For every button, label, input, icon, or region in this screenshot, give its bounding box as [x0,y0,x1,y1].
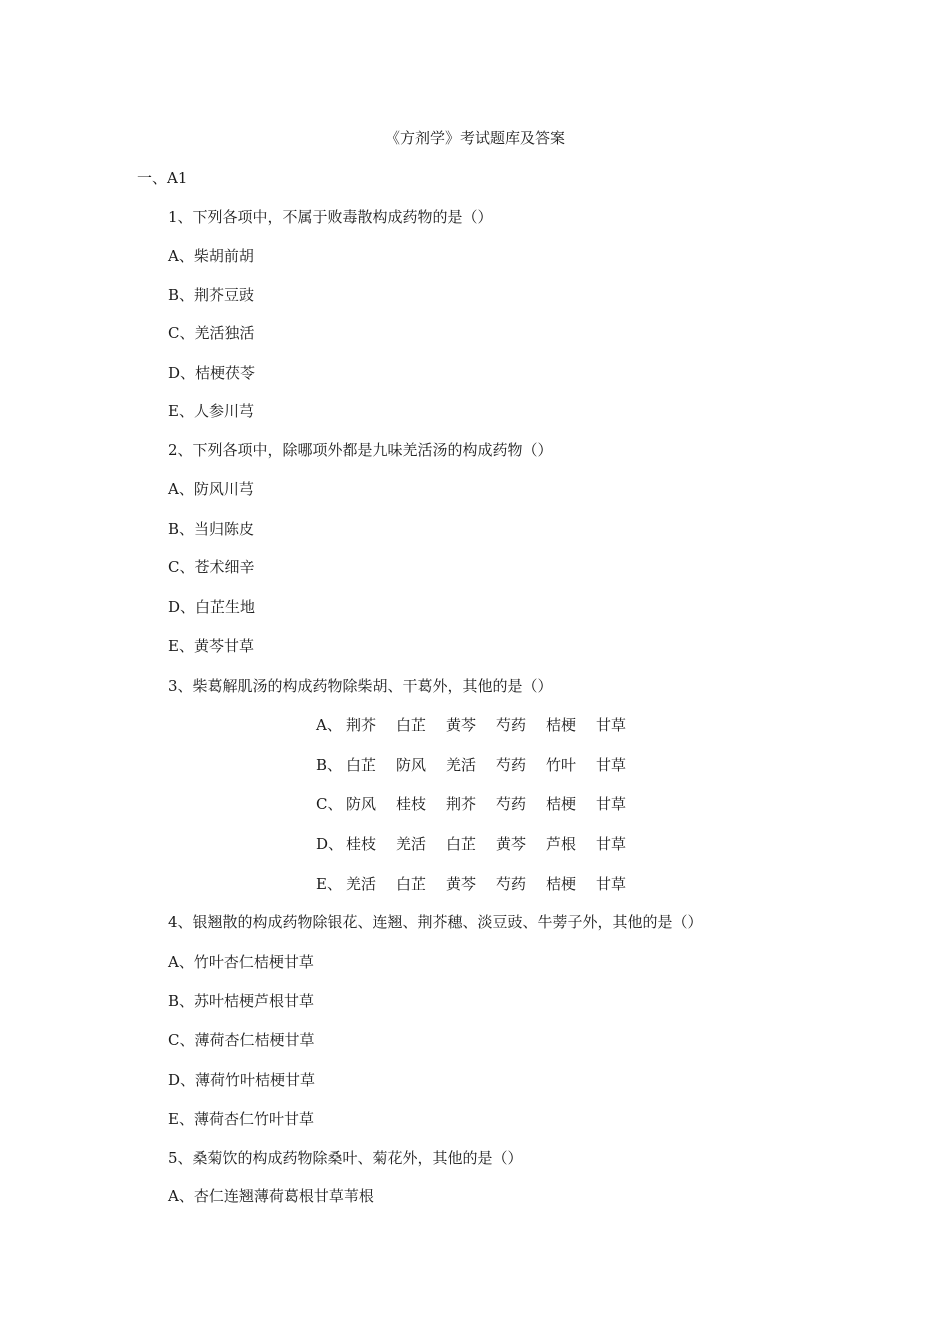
option-label: B、 [316,756,343,774]
question-5-stem: 5、桑菊饮的构成药物除桑叶、菊花外，其他的是（） [168,1149,523,1167]
herb: 白芷 [396,875,427,893]
question-3-stem: 3、柴葛解肌汤的构成药物除柴胡、干葛外，其他的是（） [168,677,553,695]
question-3-option-d [316,834,646,854]
option-label: E、 [316,875,342,893]
question-2-stem: 2、下列各项中，除哪项外都是九味羌活汤的构成药物（） [168,441,553,459]
option-label: C、 [316,795,343,813]
question-2-option-c: C、苍术细辛 [168,558,255,576]
herb: 羌活 [346,875,377,893]
herb: 甘草 [596,716,627,734]
herb: 白芷 [446,835,477,853]
question-1-option-a: A、柴胡前胡 [168,247,254,265]
herb: 黄芩 [496,835,527,853]
herb: 黄芩 [446,875,477,893]
question-4-option-d: D、薄荷竹叶桔梗甘草 [168,1071,316,1089]
question-1-option-c: C、羌活独活 [168,324,255,342]
question-3-option-a [316,715,646,735]
document-title: 《方剂学》考试题库及答案 [384,129,565,147]
herb: 芍药 [496,795,527,813]
herb: 芍药 [496,875,527,893]
question-1-option-e: E、人参川芎 [168,402,254,420]
question-3-option-b [316,755,646,775]
question-2-option-b: B、当归陈皮 [168,520,255,538]
herb: 甘草 [596,756,627,774]
question-5-option-a: A、杏仁连翘薄荷葛根甘草苇根 [168,1187,374,1205]
herb: 荆芥 [446,795,477,813]
herb: 甘草 [596,835,627,853]
question-2-option-a: A、防风川芎 [168,480,254,498]
option-label: A、 [316,716,342,734]
herb: 羌活 [446,756,477,774]
herb: 桂枝 [396,795,427,813]
question-4-option-a: A、竹叶杏仁桔梗甘草 [168,953,314,971]
question-3-option-e [316,874,646,894]
herb: 黄芩 [446,716,477,734]
herb: 甘草 [596,875,627,893]
herb: 桔梗 [546,716,577,734]
question-4-option-c: C、薄荷杏仁桔梗甘草 [168,1031,315,1049]
herb: 防风 [346,795,377,813]
question-1-stem: 1、下列各项中，不属于败毒散构成药物的是（） [168,208,493,226]
herb: 白芷 [396,716,427,734]
section-heading: 一、A1 [137,169,188,187]
question-4-option-e: E、薄荷杏仁竹叶甘草 [168,1110,314,1128]
option-label: D、 [316,835,344,853]
herb: 芍药 [496,756,527,774]
herb: 竹叶 [546,756,577,774]
question-4-stem: 4、银翘散的构成药物除银花、连翘、荆芥穗、淡豆豉、牛蒡子外，其他的是（） [168,913,703,931]
herb: 桔梗 [546,875,577,893]
herb: 桔梗 [546,795,577,813]
herb: 芍药 [496,716,527,734]
herb: 防风 [396,756,427,774]
herb: 羌活 [396,835,427,853]
herb: 甘草 [596,795,627,813]
question-3-option-c [316,794,646,814]
herb: 桂枝 [346,835,377,853]
question-2-option-e: E、黄芩甘草 [168,637,254,655]
herb: 荆芥 [346,716,377,734]
herb: 芦根 [546,835,577,853]
question-1-option-b: B、荆芥豆豉 [168,286,255,304]
question-2-option-d: D、白芷生地 [168,598,256,616]
question-4-option-b: B、苏叶桔梗芦根甘草 [168,992,315,1010]
question-1-option-d: D、桔梗茯苓 [168,364,256,382]
herb: 白芷 [346,756,377,774]
